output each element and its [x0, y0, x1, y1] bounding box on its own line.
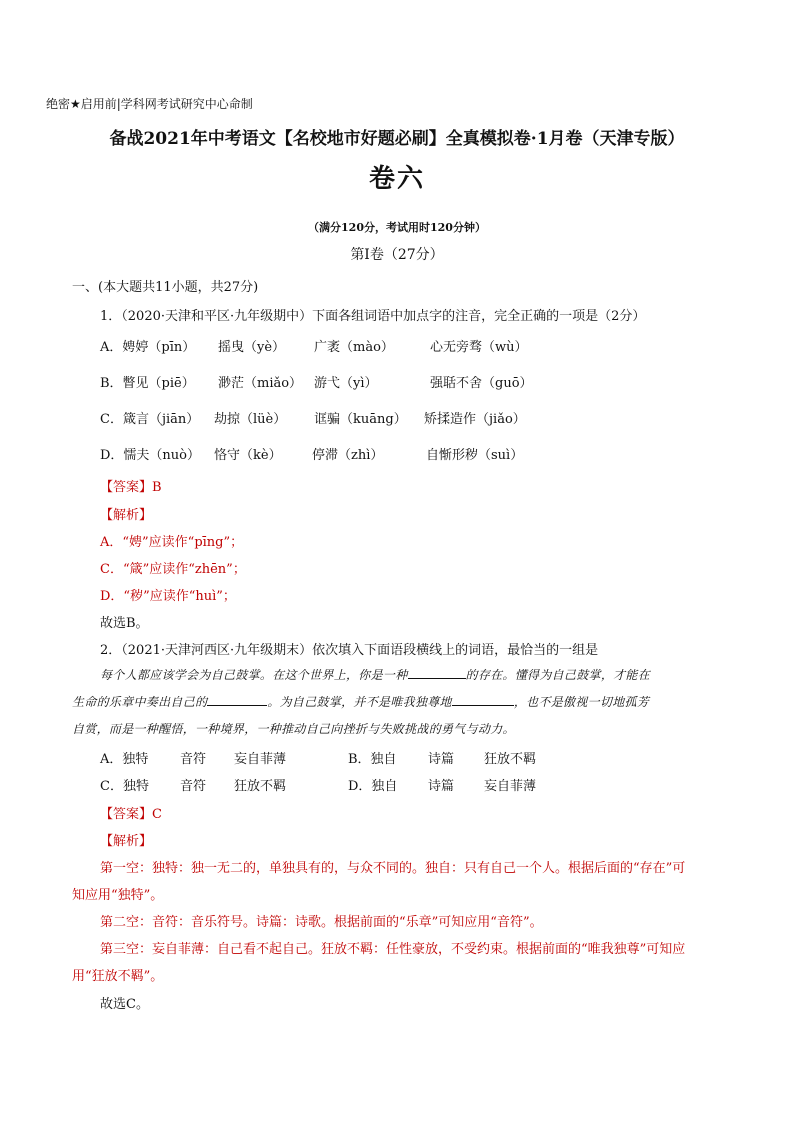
q1-option-d-3: 停滞（zhì）: [312, 448, 384, 463]
q2-analysis-line: 知应用“独特”。: [72, 888, 164, 903]
q2-option-b-3: 狂放不羁: [484, 752, 537, 767]
q2-option-c-2: 音符: [180, 779, 207, 794]
exam-title: 备战2021年中考语文【名校地市好题必刷】全真模拟卷·1月卷（天津专版）: [109, 129, 685, 149]
passage-text: ，也不是傲视一切地孤芳: [513, 695, 650, 709]
q1-option-d-4: 自惭形秽（suì）: [426, 448, 524, 463]
q1-option-b-2: 渺茫（miǎo）: [218, 376, 303, 391]
q1-analysis-line: A．“娉”应读作“pīng”；: [100, 535, 244, 550]
passage-text: 生命的乐章中奏出自己的: [72, 695, 208, 709]
fill-blank-1: [408, 666, 466, 679]
q1-stem: 1．（2020·天津和平区·九年级期中）下面各组词语中加点字的注音，完全正确的一项是（2分）: [100, 309, 646, 324]
passage-text: 每个人都应该学会为自己鼓掌。在这个世界上，你是一种: [100, 668, 408, 682]
q1-option-b-1: B．瞥见（piē）: [100, 376, 195, 391]
q1-analysis-line: D．“秽”应读作“huì”；: [100, 589, 236, 604]
q1-option-c-4: 矫揉造作（jiǎo）: [424, 412, 526, 427]
q2-answer: 【答案】C: [100, 807, 162, 822]
q2-analysis-line: 第三空：妄自菲薄：自己看不起自己。狂放不羁：任性豪放，不受约束。根据前面的“唯我独尊”可知应: [100, 942, 686, 957]
q1-option-a-1: A．娉婷（pīn）: [100, 340, 196, 355]
passage-text: 。为自己鼓掌，并不是唯我独尊地: [267, 695, 452, 709]
q1-option-b-3: 游弋（yì）: [314, 376, 378, 391]
q1-analysis-label: 【解析】: [100, 508, 153, 523]
q1-option-c-2: 劫掠（lüè）: [214, 412, 287, 427]
q2-passage-line: [72, 693, 649, 710]
q2-option-d-3: 妄自菲薄: [484, 779, 537, 794]
q2-analysis-line: 第二空：音符：音乐符号。诗篇：诗歌。根据前面的“乐章”可知应用“音符”。: [100, 915, 543, 930]
passage-text: 自赏，而是一种醒悟，一种境界，一种推动自己向挫折与失败挑战的勇气与动力。: [72, 722, 515, 736]
q1-option-d-1: D．懦夫（nuò）: [100, 448, 200, 463]
q1-option-d-2: 恪守（kè）: [214, 448, 282, 463]
section-heading: 一、(本大题共11小题，共27分): [72, 280, 259, 295]
q2-option-b-2: 诗篇: [428, 752, 455, 767]
q2-option-a-2: 音符: [180, 752, 207, 767]
q2-analysis-line: 第一空：独特：独一无二的，单独具有的，与众不同的。独自：只有自己一个人。根据后面的“存在”可: [100, 861, 686, 876]
q2-passage-line: [72, 720, 515, 737]
fill-blank-2: [207, 693, 267, 706]
volume-title: 卷六: [368, 164, 425, 194]
passage-text: 的存在。懂得为自己鼓掌，才能在: [465, 668, 651, 682]
q2-option-c-1: C．独特: [100, 779, 149, 794]
q1-option-a-4: 心无旁骛（wù）: [430, 340, 528, 355]
q2-option-c-3: 狂放不羁: [234, 779, 287, 794]
q1-answer: 【答案】B: [100, 480, 162, 495]
q2-stem: 2．（2021·天津河西区·九年级期末）依次填入下面语段横线上的词语，最恰当的一组是: [100, 643, 599, 658]
q2-option-a-3: 妄自菲薄: [234, 752, 287, 767]
q2-conclusion: 故选C。: [100, 997, 149, 1012]
q2-analysis-label: 【解析】: [100, 834, 153, 849]
q2-option-d-2: 诗篇: [428, 779, 455, 794]
q1-conclusion: 故选B。: [100, 616, 149, 631]
fill-blank-3: [452, 693, 514, 706]
confidential-header: 绝密★启用前|学科网考试研究中心命制: [46, 97, 253, 111]
q1-option-b-4: 强聒不舍（guō）: [430, 376, 533, 391]
q1-option-c-3: 诓骗（kuāng）: [314, 412, 407, 427]
q2-analysis-line: 用“狂放不羁”。: [72, 969, 164, 984]
q2-option-b-1: B．独自: [348, 752, 397, 767]
q2-option-a-1: A．独特: [100, 752, 149, 767]
q1-option-c-1: C．箴言（jiān）: [100, 412, 200, 427]
q2-passage-line: [100, 666, 650, 683]
part-title: 第Ⅰ卷（27分）: [350, 247, 444, 263]
q1-analysis-line: C．“箴”应读作“zhēn”；: [100, 562, 246, 577]
q2-option-d-1: D．独自: [348, 779, 398, 794]
q1-option-a-3: 广袤（mào）: [314, 340, 394, 355]
exam-meta: （满分120分，考试用时120分钟）: [308, 221, 486, 234]
q1-option-a-2: 摇曳（yè）: [218, 340, 286, 355]
